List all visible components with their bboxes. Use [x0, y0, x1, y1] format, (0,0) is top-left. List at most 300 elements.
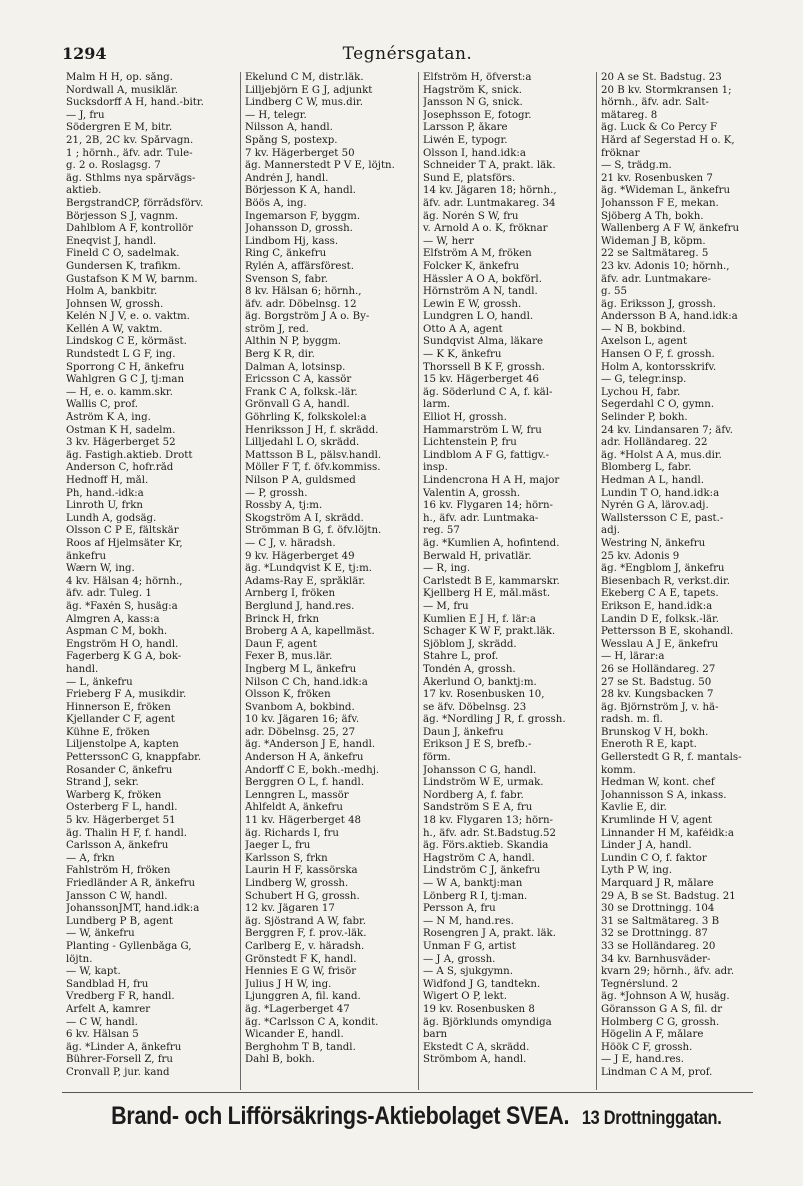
directory-entry: Kjellander C F, agent [66, 714, 175, 726]
directory-entry: Fexer B, mus.lär. [245, 651, 333, 663]
directory-entry: Daun F, agent [245, 638, 317, 650]
directory-entry: Warberg K, fröken [66, 789, 162, 801]
directory-entry: Althin N P, byggm. [245, 336, 341, 348]
directory-entry: JohanssonJMT, hand.idk:a [66, 903, 200, 915]
directory-column-1 [62, 72, 234, 1090]
directory-entry: äg. *Lundqvist K E, tj:m. [245, 563, 373, 575]
directory-entry: Frank C A, folksk.-lär. [245, 386, 358, 398]
directory-entry: Liljenstolpe A, kapten [66, 739, 179, 751]
directory-entry: — W A, banktj:man [423, 878, 523, 889]
directory-entry: Jaeger L, fru [245, 840, 311, 852]
directory-entry: 3 kv. Hägerberget 52 [66, 437, 176, 449]
directory-entry: Wicander E, handl. [245, 1029, 344, 1041]
directory-entry: Lindblom A F G, fattigv.- [423, 449, 550, 461]
directory-entry: Höök C F, grossh. [601, 1041, 693, 1053]
directory-entry: äg. *Faxén S, husäg:a [66, 600, 178, 612]
directory-entry: 15 kv. Hägerberget 46 [423, 374, 540, 386]
directory-entry: Nilsson A, handl. [245, 122, 333, 134]
directory-entry: Sundqvist Alma, läkare [423, 336, 544, 348]
directory-entry: 21 kv. Rosenbusken 7 [601, 172, 713, 184]
directory-entry: Ring C, änkefru [245, 248, 327, 260]
directory-entry: 29 A, B se St. Badstug. 21 [601, 890, 736, 902]
banner-company: Brand- och Lifförsäkrings-Aktiebolaget SVEA. [111, 1102, 570, 1130]
directory-entry: — P, grossh. [245, 487, 308, 499]
directory-entry: Lundgren L O, handl. [423, 311, 534, 323]
directory-entry: Vredberg F R, handl. [66, 991, 175, 1003]
directory-entry: Spång S, postexp. [245, 134, 338, 146]
directory-entry: Andorff C E, bokh.-medhj. [245, 764, 380, 776]
directory-entry: Josephsson E, fotogr. [423, 109, 532, 121]
directory-entry: Daun J, änkefru [423, 726, 504, 738]
directory-entry: — H, e. o. kamm.skr. [66, 386, 173, 398]
directory-entry: Lundin T O, hand.idk:a [601, 487, 720, 499]
directory-entry: Olsson I, hand.idk:a [423, 147, 526, 159]
directory-entry: Sjöberg A Th, bokh. [601, 210, 704, 222]
directory-entry: Olsson C P E, fältskär [66, 525, 179, 537]
directory-entry: Schubert H G, grossh. [245, 890, 360, 902]
directory-entry: Dahlblom A F, kontrollör [66, 223, 193, 235]
advertisement-banner [111, 1096, 722, 1136]
directory-entry: 25 kv. Adonis 9 [601, 550, 680, 562]
directory-entry: Johansson D, grossh. [245, 223, 353, 235]
directory-entry: Lindbom Hj, kass. [245, 235, 339, 247]
directory-entry: äg. *Johnson A W, husäg. [601, 991, 730, 1003]
directory-entry: h., äfv. adr. Luntmaka- [423, 512, 539, 524]
directory-entry: Lindman C A M, prof. [601, 1066, 713, 1078]
directory-entry: äg. Söderlund C A, f. käl- [423, 386, 553, 398]
directory-entry: 33 se Holländareg. 20 [601, 940, 716, 952]
directory-entry: Berggren F, f. prov.-läk. [245, 928, 367, 940]
directory-entry: Brunskog V H, bokh. [601, 726, 709, 738]
directory-entry: Skogström A I, skrädd. [245, 512, 364, 524]
directory-entry: — N M, hand.res. [423, 915, 514, 927]
directory-entry: äfv. adr. Luntmakareg. 34 [423, 197, 556, 209]
directory-entry: Johannisson S A, inkass. [601, 789, 727, 801]
directory-entry: Berg K R, dir. [245, 349, 315, 361]
directory-entry: Berglund J, hand.res. [245, 600, 355, 612]
directory-entry: Linroth U, frkn [66, 500, 143, 512]
directory-entry: 8 kv. Hälsan 6; hörnh., [245, 286, 362, 298]
directory-entry: Ingberg M L, änkefru [245, 663, 357, 675]
directory-entry: Lindberg W, grossh. [245, 878, 349, 889]
directory-entry: Ekeberg C A E, tapets. [601, 588, 719, 600]
directory-entry: Östman K H, sadelm. [66, 424, 176, 436]
directory-entry: äg. *Kumlien A, hofintend. [423, 537, 560, 549]
directory-entry: Gustafson K M W, barnm. [66, 273, 198, 285]
directory-entry: Carlberg E, v. häradsh. [245, 940, 365, 952]
page-header [62, 44, 753, 68]
directory-entry: 30 se Drottningg. 104 [601, 903, 715, 915]
directory-entry: hörnh., äfv. adr. Salt- [601, 97, 709, 109]
directory-entry: Åkerlund O, banktj:m. [423, 676, 537, 688]
directory-entry: Lindskog C E, körmäst. [66, 336, 187, 348]
directory-entry: Hansen O F, f. grossh. [601, 349, 715, 361]
directory-entry: Hård af Segerstad H o. K, [601, 134, 735, 146]
directory-entry: Göransson G A S, fil. dr [601, 1003, 723, 1015]
directory-entry: — M, fru [423, 600, 469, 612]
directory-entry: Lychou H, fabr. [601, 386, 681, 398]
directory-entry: Nordberg A, f. fabr. [423, 789, 524, 801]
directory-entry: Nilson P A, guldsmed [245, 475, 356, 486]
directory-entry: reg. 57 [423, 525, 460, 537]
directory-entry: Kühne E, fröken [66, 726, 150, 738]
directory-entry: Kjellberg H E, mål.mäst. [423, 588, 551, 600]
directory-entry: mätareg. 8 [601, 109, 658, 121]
directory-entry: 32 se Drottningg. 87 [601, 928, 708, 940]
directory-entry: Ingemarson F, byggm. [245, 210, 361, 222]
directory-entry: Lichtenstein P, fru [423, 437, 517, 449]
directory-entry: 12 kv. Jägaren 17 [245, 903, 335, 915]
directory-entry: Grönstedt F K, handl. [245, 953, 357, 965]
directory-entry: Nyrén G A, lärov.adj. [601, 500, 709, 512]
directory-entry: radsh. m. fl. [601, 714, 663, 726]
directory-entry: Berghohm T B, tandl. [245, 1041, 356, 1053]
directory-entry: Rylén A, affärsförest. [245, 260, 355, 272]
directory-entry: äg. *Engblom J, änkefru [601, 563, 725, 575]
directory-entry: — C W, handl. [66, 1016, 138, 1028]
directory-entry: Bührer-Forsell Z, fru [66, 1054, 173, 1066]
directory-entry: Ericsson C A, kassör [245, 374, 352, 386]
directory-entry: Hedman W, kont. chef [601, 777, 715, 789]
directory-entry: äg. Richards I, fru [245, 827, 339, 839]
directory-entry: Göhrling K, folkskolel:a [245, 412, 367, 424]
directory-entry: 21, 2B, 2C kv. Spårvagn. [66, 134, 194, 146]
directory-entry: Fagerberg K G A, bok- [66, 651, 182, 663]
directory-entry: Anderson H A, änkefru [245, 752, 364, 764]
directory-entry: Lundberg P B, agent [66, 915, 173, 927]
directory-entry: Malm H H, op. sång. [66, 72, 173, 83]
directory-entry: Tegnérslund. 2 [601, 978, 679, 990]
directory-entry: Adams-Ray E, språklär. [245, 575, 366, 587]
directory-entry: äg. Förs.aktieb. Skandia [423, 840, 549, 852]
directory-entry: Sporrong C H, änkefru [66, 361, 185, 373]
directory-entry: Erikson J E S, brefb.- [423, 739, 532, 751]
directory-entry: — A, frkn [66, 852, 115, 864]
directory-entry: 4 kv. Hälsan 4; hörnh., [66, 575, 183, 587]
directory-entry: Strand J, sekr. [66, 777, 139, 789]
directory-entry: Gundersen K, trafikm. [66, 260, 181, 272]
directory-entry: 19 kv. Rosenbusken 8 [423, 1003, 535, 1015]
directory-entry: — W, änkefru [66, 928, 135, 940]
directory-entry: äfv. adr. Tuleg. 1 [66, 588, 152, 600]
directory-entry: Holm A, bankbitr. [66, 286, 158, 298]
directory-entry: Lilljebjörn E G J, adjunkt [245, 84, 373, 96]
directory-entry: Julius J H W, ing. [245, 978, 332, 990]
directory-entry: Hennies E G W, frisör [245, 966, 357, 978]
directory-entry: äg. *Wideman L, änkefru [601, 185, 731, 197]
directory-entry: Planting - Gyllenbåga G, [66, 940, 192, 952]
directory-entry: Biesenbach R, verkst.dir. [601, 575, 730, 587]
directory-entry: Brinck H, frkn [245, 613, 320, 625]
directory-entry: fröknar [601, 147, 640, 159]
directory-entry: handl. [66, 663, 99, 675]
directory-entry: 28 kv. Kungsbacken 7 [601, 689, 714, 701]
directory-entry: 27 se St. Badstug. 50 [601, 676, 712, 688]
directory-entry: Hörnström A N, tandl. [423, 286, 538, 298]
directory-entry: Schager K W F, prakt.läk. [423, 626, 556, 638]
directory-entry: Holmberg C G, grossh. [601, 1016, 720, 1028]
directory-entry: Elfström A M, fröken [423, 248, 532, 260]
directory-entry: Ekstedt C A, skrädd. [423, 1041, 530, 1053]
directory-entry: äg. Norén S W, fru [423, 210, 519, 222]
directory-entry: barn [423, 1029, 448, 1041]
directory-entry: Aspman C M, bokh. [66, 626, 168, 638]
directory-entry: Eneroth R E, kapt. [601, 739, 697, 751]
directory-entry: Rundstedt L G F, ing. [66, 349, 176, 361]
directory-entry: Elfström H, öfverst:a [423, 72, 532, 83]
directory-column-2 [240, 72, 412, 1090]
directory-entry: adr. Döbelnsg. 25, 27 [245, 726, 356, 738]
directory-entry: Hedman A L, handl. [601, 475, 705, 486]
directory-entry: Gellerstedt G R, f. mantals- [601, 752, 742, 764]
directory-entry: Österberg F L, handl. [66, 802, 178, 814]
directory-entry: Svenson S, fabr. [245, 273, 328, 285]
directory-entry: Johansson F E, mekan. [601, 197, 719, 209]
directory-entry: Olsson K, fröken [245, 689, 331, 701]
directory-entry: — L, änkefru [66, 676, 133, 688]
directory-entry: Almgren A, kass:a [66, 613, 160, 625]
directory-entry: se äfv. Döbelnsg. 23 [423, 701, 527, 713]
directory-entry: änkefru [66, 550, 107, 562]
directory-entry: äg. *Holst A A, mus.dir. [601, 449, 722, 461]
directory-entry: äfv. adr. Döbelnsg. 12 [245, 298, 357, 310]
directory-entry: Nordwall A, musiklär. [66, 84, 179, 96]
directory-entry: 7 kv. Hägerberget 50 [245, 147, 355, 159]
directory-entry: Börjesson S J, vagnm. [66, 210, 179, 222]
directory-entry: Cronvall P, jur. kand [66, 1066, 170, 1078]
directory-entry: Broberg A A, kapellmäst. [245, 626, 375, 638]
directory-entry: Södergren E M, bitr. [66, 122, 173, 134]
directory-entry: 9 kv. Hägerberget 49 [245, 550, 355, 562]
directory-entry: 14 kv. Jägaren 18; hörnh., [423, 185, 557, 197]
directory-entry: kvarn 29; hörnh., äfv. adr. [601, 966, 735, 978]
directory-column-3 [418, 72, 590, 1090]
directory-entry: PetterssonC G, knappfabr. [66, 752, 202, 764]
directory-entry: komm. [601, 764, 636, 776]
directory-entry: Engström H O, handl. [66, 638, 179, 650]
directory-entry: g. 55 [601, 286, 627, 298]
directory-entry: Dalman A, lotsinsp. [245, 361, 346, 373]
directory-entry: Nilson C Ch, hand.idk:a [245, 676, 368, 688]
directory-entry: Thorssell B K F, grossh. [423, 361, 545, 373]
directory-entry: Otto A A, agent [423, 323, 503, 335]
directory-entry: Kellén A W, vaktm. [66, 323, 163, 335]
directory-entry: Lindström C J, änkefru [423, 865, 541, 877]
directory-entry: äg. Mannerstedt P V E, löjtn. [245, 160, 395, 172]
directory-entry: Andrén J, handl. [245, 172, 329, 184]
directory-entry: Krumlinde H V, agent [601, 815, 713, 827]
directory-entry: — H, lärar:a [601, 651, 665, 663]
directory-entry: Segerdahl C O, gymn. [601, 399, 715, 411]
directory-entry: Folcker K, änkefru [423, 260, 520, 272]
directory-entry: Axelson L, agent [601, 336, 688, 348]
directory-entry: Strömbom A, handl. [423, 1054, 527, 1066]
directory-entry: Sucksdorff A H, hand.-bitr. [66, 97, 204, 109]
directory-entry: Mattsson B L, pälsv.handl. [245, 449, 382, 461]
directory-entry: Carlsson A, änkefru [66, 840, 169, 852]
directory-entry: Ärfelt A, kamrer [66, 1003, 151, 1015]
directory-entry: Wallenberg A F W, änkefru [601, 223, 740, 235]
directory-entry: adr. Holländareg. 22 [601, 437, 708, 449]
directory-entry: Pettersson B E, skohandl. [601, 626, 734, 638]
directory-entry: äg. Björnström J, v. hä- [601, 701, 719, 713]
directory-entry: löjtn. [66, 953, 93, 965]
directory-entry: Sandblad H, fru [66, 978, 149, 990]
directory-columns [62, 72, 768, 1090]
directory-entry: — G, telegr.insp. [601, 374, 687, 386]
directory-entry: Rossby A, tj:m. [245, 500, 323, 512]
directory-entry: Ph, hand.-idk:a [66, 487, 144, 499]
directory-entry: adj. [601, 525, 620, 537]
directory-entry: Valentin A, grossh. [423, 487, 521, 499]
directory-entry: Holm A, kontorsskrifv. [601, 361, 717, 373]
directory-entry: Strömman B G, f. öfv.löjtn. [245, 525, 382, 537]
directory-entry: g. 2 o. Roslagsg. 7 [66, 160, 161, 172]
directory-entry: Sjöblom J, skrädd. [423, 638, 517, 650]
directory-entry: äg. Sthlms nya spårvägs- [66, 172, 196, 184]
directory-entry: Larsson P, åkare [423, 122, 508, 134]
directory-entry: Tondén A, grossh. [423, 663, 516, 675]
directory-entry: insp. [423, 462, 448, 474]
directory-entry: — K K, änkefru [423, 349, 502, 361]
directory-entry: 34 kv. Barnhusväder- [601, 953, 711, 965]
directory-entry: h., äfv. adr. St.Badstug.52 [423, 827, 556, 839]
directory-entry: äg. Borgström J A o. By- [245, 311, 370, 323]
directory-entry: Lindström W E, urmak. [423, 777, 544, 789]
directory-entry: — W, kapt. [66, 966, 121, 978]
directory-entry: 10 kv. Jägaren 16; äfv. [245, 714, 360, 726]
directory-entry: Kumlien E J H, f. lär:a [423, 613, 536, 625]
directory-entry: Sund E, platsförs. [423, 172, 516, 184]
directory-entry: Frieberg F A, musikdir. [66, 689, 187, 701]
directory-entry: 23 kv. Adonis 10; hörnh., [601, 260, 730, 272]
directory-entry: äg. Thalin H F, f. handl. [66, 827, 187, 839]
directory-entry: Hinnerson E, fröken [66, 701, 171, 713]
directory-entry: 1 ; hörnh., äfv. adr. Tule- [66, 147, 193, 159]
directory-entry: — J E, hand.res. [601, 1054, 684, 1066]
directory-entry: Jansson C W, handl. [66, 890, 168, 902]
directory-entry: äg. Eriksson J, grossh. [601, 298, 716, 310]
directory-entry: Laurin H F, kassörska [245, 865, 358, 877]
directory-entry: Lundh A, godsäg. [66, 512, 157, 524]
directory-entry: — H, telegr. [245, 109, 307, 121]
directory-entry: Johnsen W, grossh. [66, 298, 164, 310]
directory-entry: Möller F T, f. öfv.kommiss. [245, 462, 381, 474]
directory-entry: Henriksson J H, f. skrädd. [245, 424, 379, 436]
directory-entry: 20 A se St. Badstug. 23 [601, 72, 722, 83]
directory-entry: 20 B kv. Stormkransen 1; [601, 84, 732, 96]
directory-entry: Friedländer A R, änkefru [66, 878, 196, 889]
directory-entry: Hagström C A, handl. [423, 852, 535, 864]
directory-entry: Lindencrona H A H, major [423, 475, 560, 486]
directory-entry: Kelén N J V, e. o. vaktm. [66, 311, 190, 323]
directory-entry: Kavlie E, dir. [601, 802, 667, 814]
directory-entry: Schneider T A, prakt. läk. [423, 160, 556, 172]
directory-entry: Ljunggren A, fil. kand. [245, 991, 361, 1003]
directory-entry: Lindberg C W, mus.dir. [245, 97, 363, 109]
directory-entry: Linnander H M, kaféidk:a [601, 827, 734, 839]
directory-entry: v. Arnold A o. K, fröknar [423, 223, 548, 235]
directory-entry: — A S, sjukgymn. [423, 966, 513, 978]
directory-entry: Westring N, änkefru [601, 537, 706, 549]
directory-entry: — S, trädg.m. [601, 160, 672, 172]
directory-entry: Grönvall G A, handl. [245, 399, 350, 411]
directory-entry: äg. Luck & Co Percy F [601, 122, 718, 134]
directory-entry: äg. *Linder A, änkefru [66, 1041, 182, 1053]
directory-entry: Hednoff H, mål. [66, 475, 149, 486]
directory-entry: 24 kv. Lindansaren 7; äfv. [601, 424, 733, 436]
directory-entry: Svanbom A, bokbind. [245, 701, 355, 713]
directory-entry: Johansson C G, handl. [423, 764, 537, 776]
footer-divider [62, 1092, 753, 1093]
directory-entry: — W, herr [423, 235, 474, 247]
directory-entry: Lyth P W, ing. [601, 865, 673, 877]
directory-entry: Böös A, ing. [245, 197, 307, 209]
directory-entry: Unman F G, artist [423, 940, 516, 952]
directory-entry: Wigert O P, lekt. [423, 991, 507, 1003]
directory-entry: Wideman J B, köpm. [601, 235, 706, 247]
directory-entry: äg. *Anderson J E, handl. [245, 739, 376, 751]
directory-entry: Dahl B, bokh. [245, 1054, 315, 1066]
directory-entry: — N B, bokbind. [601, 323, 686, 335]
directory-entry: äg. Sjöstrand A W, fabr. [245, 915, 367, 927]
directory-entry: aktieb. [66, 185, 102, 197]
directory-entry: Persson A, fru [423, 903, 496, 915]
directory-entry: Linder J A, handl. [601, 840, 692, 852]
directory-entry: 11 kv. Hägerberget 48 [245, 815, 362, 827]
directory-entry: 17 kv. Rosenbusken 10, [423, 689, 545, 701]
directory-entry: Sandström S E A, fru [423, 802, 533, 814]
directory-entry: — J A, grossh. [423, 953, 496, 965]
directory-entry: äg. *Lagerberget 47 [245, 1003, 350, 1015]
directory-entry: Lenngren L, massör [245, 789, 349, 801]
banner-address: 13 Drottninggatan. [581, 1108, 722, 1129]
directory-entry: Berggren O L, f. handl. [245, 777, 365, 789]
directory-entry: — R, ing. [423, 563, 471, 575]
directory-entry: Wallis C, prof. [66, 399, 138, 411]
directory-entry: 5 kv. Hägerberget 51 [66, 815, 176, 827]
directory-entry: 22 se Saltmätareg. 5 [601, 248, 709, 260]
directory-entry: förm. [423, 752, 451, 764]
page-number: 1294 [62, 44, 107, 63]
directory-entry: Jansson N G, snick. [423, 97, 523, 109]
directory-entry: Hässler A O A, bokförl. [423, 273, 542, 285]
directory-entry: äfv. adr. Luntmakare- [601, 273, 711, 285]
directory-entry: 18 kv. Flygaren 13; hörn- [423, 815, 553, 827]
directory-entry: Landin D E, folksk.-lär. [601, 613, 720, 625]
directory-entry: Ekelund C M, distr.läk. [245, 72, 364, 83]
directory-entry: Högelin A F, målare [601, 1029, 704, 1041]
directory-entry: Carlstedt B E, kammarskr. [423, 575, 560, 587]
directory-entry: Fineld C O, sadelmak. [66, 248, 180, 260]
directory-entry: Berwald H, privatlär. [423, 550, 532, 562]
directory-entry: Hagström K, snick. [423, 84, 522, 96]
directory-entry: larm. [423, 399, 451, 411]
directory-entry: Elliot H, grossh. [423, 412, 507, 424]
directory-entry: Widfond J G, tandtekn. [423, 978, 541, 990]
directory-entry: Liwén E, typogr. [423, 134, 508, 146]
directory-entry: Lilljedahl L O, skrädd. [245, 437, 360, 449]
directory-entry: Lönberg R I, tj:man. [423, 890, 528, 902]
directory-entry: äg. *Carlsson C A, kondit. [245, 1016, 379, 1028]
directory-entry: Eneqvist J, handl. [66, 235, 157, 247]
directory-entry: Blomberg L, fabr. [601, 462, 692, 474]
directory-entry: Börjesson K A, handl. [245, 185, 356, 197]
directory-entry: 31 se Saltmätareg. 3 B [601, 915, 720, 927]
directory-entry: Erikson E, hand.idk:a [601, 600, 713, 612]
street-title: Tegnérsgatan. [342, 44, 473, 64]
directory-entry: Lundin C O, f. faktor [601, 852, 707, 864]
